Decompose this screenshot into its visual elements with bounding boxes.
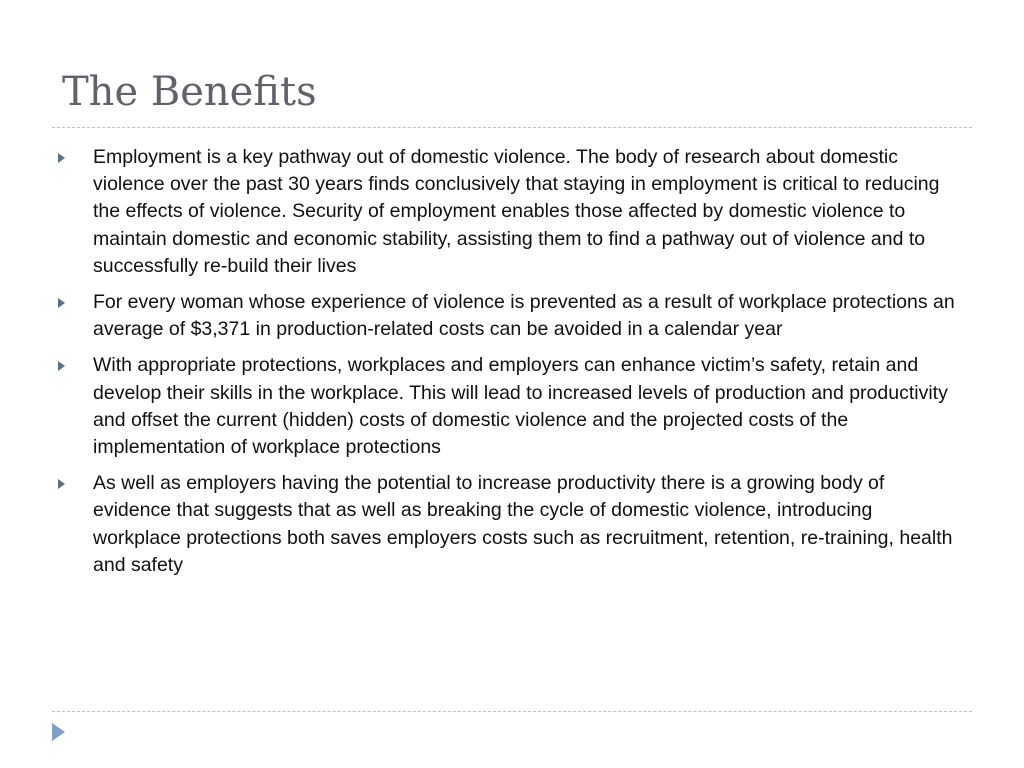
triangle-bullet-icon	[58, 153, 65, 163]
bullet-text: With appropriate protections, workplaces and employers can enhance victim’s safety, retain and develop their skills in the workplace. This will lead to increased levels of production and productivity and offset the current (hidden) costs of domestic violence and the projected costs of the implementation of workplace protections	[93, 354, 948, 459]
bullet-item	[58, 352, 958, 461]
triangle-bullet-icon	[58, 479, 65, 489]
bullet-text: Employment is a key pathway out of domestic violence. The body of research about domestic violence over the past 30 years finds conclusively that staying in employment is critical to reducing the effects of violence. Security of employment enables those affected by domestic violence to maintain domestic and economic stability, assisting them to find a pathway out of violence and to successfully re-build their lives	[93, 146, 940, 277]
bullet-text: For every woman whose experience of violence is prevented as a result of workplace protections an average of $3,371 in production-related costs can be avoided in a calendar year	[93, 291, 955, 341]
footer-divider	[52, 711, 972, 712]
triangle-bullet-icon	[58, 361, 65, 371]
title-divider	[52, 127, 972, 128]
triangle-bullet-icon	[58, 298, 65, 308]
bullet-list	[58, 144, 958, 588]
bullet-item	[58, 289, 958, 343]
bullet-item	[58, 470, 958, 579]
bullet-item	[58, 144, 958, 280]
bullet-text: As well as employers having the potential to increase productivity there is a growing body of evidence that suggests that as well as breaking the cycle of domestic violence, introducing workplace protections both saves employers costs such as recruitment, retention, re-training, health and safety	[93, 472, 953, 576]
slide-title: The Benefits	[62, 69, 317, 115]
next-slide-arrow-icon[interactable]	[52, 723, 65, 741]
